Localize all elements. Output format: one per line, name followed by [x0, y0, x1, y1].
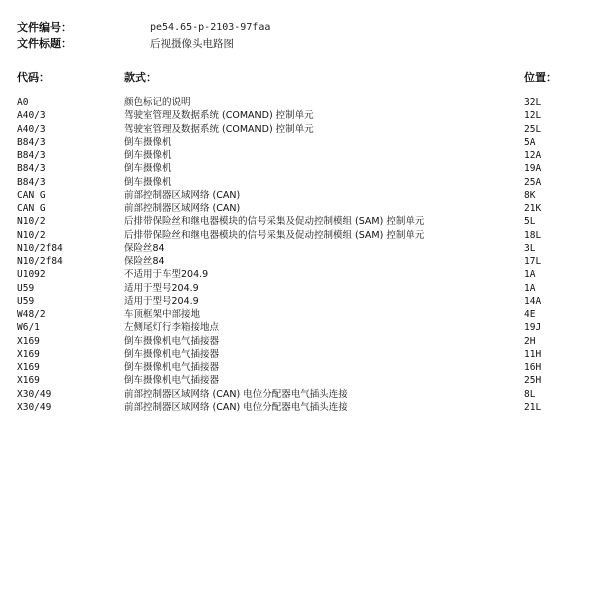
- cell-code: U1092: [17, 269, 46, 281]
- cell-code: CAN G: [17, 189, 46, 201]
- cell-model: 不适用于车型204.9: [124, 269, 209, 281]
- cell-model: 倒车摄像机: [124, 176, 172, 188]
- cell-code: N10/2f84: [17, 242, 63, 254]
- cell-position: 3L: [524, 242, 536, 254]
- cell-model: 颜色标记的说明: [124, 97, 191, 108]
- column-header-code: 代码：: [17, 71, 50, 84]
- table-row: [0, 295, 604, 308]
- cell-position: 21K: [524, 203, 542, 214]
- table-row: [0, 149, 604, 162]
- cell-code: X169: [17, 335, 40, 347]
- table-row: [0, 189, 604, 202]
- cell-code: X30/49: [17, 401, 52, 413]
- cell-position: 12L: [524, 110, 542, 122]
- cell-model: 后排带保险丝和继电器模块的信号采集及促动控制模组 (SAM) 控制单元: [124, 229, 425, 241]
- table-row: [0, 268, 604, 281]
- cell-position: 2H: [524, 335, 536, 347]
- cell-code: A40/3: [17, 110, 46, 122]
- cell-code: X30/49: [17, 388, 52, 400]
- cell-model: 前部控制器区域网络 (CAN) 电位分配器电气插头连接: [124, 388, 348, 400]
- cell-position: 18L: [524, 229, 542, 241]
- cell-model: 后排带保险丝和继电器模块的信号采集及促动控制模组 (SAM) 控制单元: [124, 216, 425, 228]
- cell-model: 左侧尾灯行李箱接地点: [124, 322, 220, 334]
- cell-code: A40/3: [17, 123, 46, 135]
- cell-position: 12A: [524, 150, 542, 161]
- doc-title-label: 文件标题：: [17, 37, 72, 50]
- cell-position: 1A: [524, 269, 536, 281]
- cell-code: X169: [17, 348, 40, 360]
- cell-model: 倒车摄像机电气插接器: [124, 375, 220, 387]
- table-row: [0, 348, 604, 361]
- table-row: [0, 388, 604, 401]
- table-row: [0, 374, 604, 387]
- cell-code: A0: [17, 97, 29, 108]
- doc-number-label: 文件编号：: [17, 21, 72, 34]
- cell-code: N10/2: [17, 229, 46, 241]
- cell-position: 25H: [524, 375, 542, 387]
- cell-model: 驾驶室管理及数据系统 (COMAND) 控制单元: [124, 123, 314, 135]
- cell-model: 驾驶室管理及数据系统 (COMAND) 控制单元: [124, 110, 314, 122]
- cell-code: CAN G: [17, 203, 46, 214]
- cell-position: 11H: [524, 348, 542, 360]
- table-row: [0, 308, 604, 321]
- cell-code: U59: [17, 282, 35, 294]
- cell-model: 保险丝84: [124, 256, 165, 267]
- cell-code: B84/3: [17, 136, 46, 148]
- cell-position: 16H: [524, 362, 542, 373]
- cell-position: 25A: [524, 176, 542, 188]
- table-row: [0, 109, 604, 122]
- table-row: [0, 282, 604, 295]
- cell-model: 适用于型号204.9: [124, 282, 199, 294]
- table-row: [0, 96, 604, 109]
- table-header: [0, 71, 604, 85]
- table-row: [0, 215, 604, 228]
- table-row: [0, 136, 604, 149]
- cell-code: X169: [17, 375, 40, 387]
- cell-position: 5L: [524, 216, 536, 228]
- cell-model: 倒车摄像机电气插接器: [124, 335, 220, 347]
- cell-position: 21L: [524, 401, 542, 413]
- table-row: [0, 321, 604, 334]
- cell-code: N10/2f84: [17, 256, 63, 267]
- cell-position: 14A: [524, 295, 542, 307]
- cell-model: 前部控制器区域网络 (CAN) 电位分配器电气插头连接: [124, 401, 348, 413]
- cell-position: 8L: [524, 388, 536, 400]
- cell-model: 倒车摄像机: [124, 163, 172, 175]
- column-header-model: 款式：: [124, 71, 157, 84]
- table-row: [0, 401, 604, 414]
- column-header-position: 位置：: [524, 71, 557, 84]
- cell-model: 保险丝84: [124, 242, 165, 254]
- doc-title-value: 后视摄像头电路图: [150, 38, 234, 50]
- table-row: [0, 255, 604, 268]
- cell-code: B84/3: [17, 163, 46, 175]
- cell-position: 19J: [524, 322, 542, 334]
- table-row: [0, 202, 604, 215]
- table-row: [0, 176, 604, 189]
- cell-code: W48/2: [17, 309, 46, 320]
- cell-position: 25L: [524, 123, 542, 135]
- table-row: [0, 229, 604, 242]
- cell-model: 倒车摄像机: [124, 150, 172, 161]
- cell-model: 车顶框架中部接地: [124, 309, 201, 320]
- cell-position: 5A: [524, 136, 536, 148]
- cell-model: 适用于型号204.9: [124, 295, 199, 307]
- table-row: [0, 123, 604, 136]
- cell-model: 前部控制器区域网络 (CAN): [124, 203, 241, 214]
- cell-code: X169: [17, 362, 40, 373]
- cell-code: B84/3: [17, 150, 46, 161]
- cell-position: 19A: [524, 163, 542, 175]
- cell-position: 32L: [524, 97, 542, 108]
- cell-model: 倒车摄像机电气插接器: [124, 362, 220, 373]
- table-row: [0, 242, 604, 255]
- table-row: [0, 335, 604, 348]
- cell-position: 4E: [524, 309, 536, 320]
- doc-number-value: pe54.65-p-2103-97faa: [150, 22, 271, 33]
- cell-position: 8K: [524, 189, 536, 201]
- cell-code: W6/1: [17, 322, 40, 334]
- cell-code: B84/3: [17, 176, 46, 188]
- cell-position: 17L: [524, 256, 542, 267]
- cell-position: 1A: [524, 282, 536, 294]
- table-row: [0, 361, 604, 374]
- cell-model: 倒车摄像机: [124, 136, 172, 148]
- cell-code: N10/2: [17, 216, 46, 228]
- cell-code: U59: [17, 295, 35, 307]
- table-row: [0, 162, 604, 175]
- cell-model: 倒车摄像机电气插接器: [124, 348, 220, 360]
- cell-model: 前部控制器区域网络 (CAN): [124, 189, 241, 201]
- table-body: [0, 96, 604, 414]
